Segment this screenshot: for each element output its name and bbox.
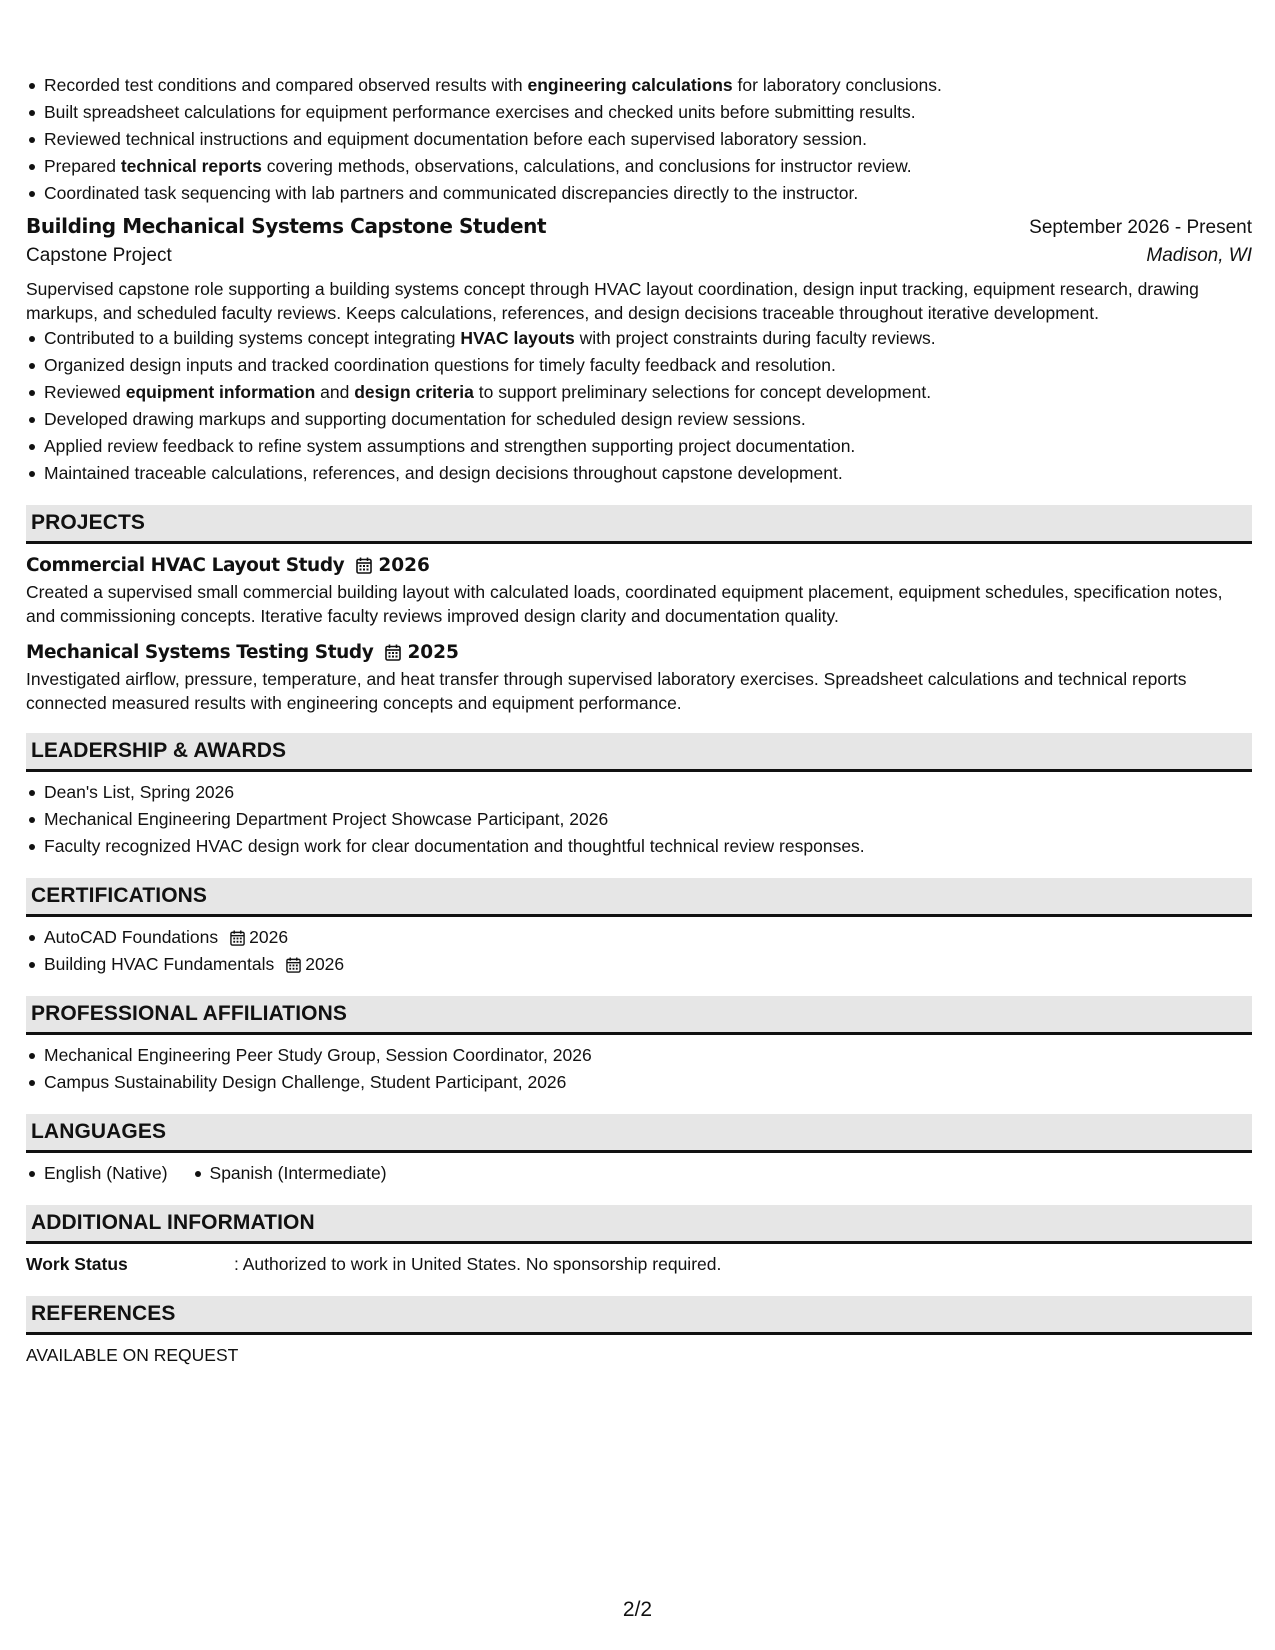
work-status-label: Work Status — [26, 1254, 128, 1274]
list-item: AutoCAD Foundations 2026 — [44, 924, 1252, 951]
certifications-list — [26, 924, 1252, 978]
list-item: Organized design inputs and tracked coordination questions for timely faculty feedback and resolution. — [44, 352, 1252, 379]
list-item: Faculty recognized HVAC design work for clear documentation and thoughtful technical review responses. — [44, 833, 1252, 860]
section-header-leadership: LEADERSHIP & AWARDS — [26, 733, 1252, 772]
lab-experience-bullets — [26, 72, 1252, 207]
work-status-value: : Authorized to work in United States. No sponsorship required. — [234, 1254, 722, 1274]
project-year: 2026 — [378, 555, 430, 576]
list-item: Mechanical Engineering Peer Study Group, Session Coordinator, 2026 — [44, 1042, 1252, 1069]
list-item: Contributed to a building systems concept integrating HVAC layouts with project constraints during faculty reviews. — [44, 325, 1252, 352]
work-status-row — [26, 1251, 1252, 1278]
project-year: 2025 — [407, 642, 459, 663]
project-description: Investigated airflow, pressure, temperature, and heat transfer through supervised laboratory exercises. Spreadsheet calculations and technical reports connected measured results with engineering concepts and equipment performance. — [26, 669, 1187, 713]
project-title: Commercial HVAC Layout Study — [26, 555, 345, 576]
list-item: Coordinated task sequencing with lab partners and communicated discrepancies directly to the instructor. — [44, 180, 1252, 207]
list-item: Built spreadsheet calculations for equipment performance exercises and checked units before submitting results. — [44, 99, 1252, 126]
section-header-certifications: CERTIFICATIONS — [26, 878, 1252, 917]
references-text: AVAILABLE ON REQUEST — [26, 1345, 239, 1365]
languages-list — [26, 1160, 1252, 1187]
section-header-affiliations: PROFESSIONAL AFFILIATIONS — [26, 996, 1252, 1035]
resume-page — [26, 72, 1252, 1369]
project-title: Mechanical Systems Testing Study — [26, 642, 374, 663]
project-description: Created a supervised small commercial building layout with calculated loads, coordinated equipment placement, equipment schedules, specification notes, and commissioning concepts. Iterative faculty reviews improved design clarity and documentation quality. — [26, 582, 1223, 626]
job-title: Building Mechanical Systems Capstone Student — [26, 214, 547, 238]
list-item: Maintained traceable calculations, references, and design decisions throughout capstone development. — [44, 460, 1252, 487]
section-header-additional: ADDITIONAL INFORMATION — [26, 1205, 1252, 1244]
capstone-bullets — [26, 325, 1252, 487]
calendar-icon — [356, 557, 372, 574]
list-item: English (Native) — [44, 1160, 168, 1187]
page-number: 2/2 — [622, 1598, 653, 1621]
capstone-subheader — [26, 245, 1252, 277]
list-item: Recorded test conditions and compared observed results with engineering calculations for laboratory conclusions. — [44, 72, 1252, 99]
calendar-icon — [286, 957, 301, 973]
list-item: Reviewed equipment information and design criteria to support preliminary selections for concept development. — [44, 379, 1252, 406]
calendar-icon — [385, 644, 401, 661]
list-item: Building HVAC Fundamentals 2026 — [44, 951, 1252, 978]
organization: Capstone Project — [26, 245, 172, 266]
job-date: September 2026 - Present — [1029, 217, 1252, 238]
list-item: Applied review feedback to refine system assumptions and strengthen supporting project documentation. — [44, 433, 1252, 460]
project-header — [26, 551, 1252, 580]
list-item: Developed drawing markups and supporting documentation for scheduled design review sessions. — [44, 406, 1252, 433]
list-item: Campus Sustainability Design Challenge, Student Participant, 2026 — [44, 1069, 1252, 1096]
calendar-icon — [230, 930, 245, 946]
list-item: Dean's List, Spring 2026 — [44, 779, 1252, 806]
list-item: Spanish (Intermediate) — [210, 1160, 387, 1187]
capstone-summary: Supervised capstone role supporting a building systems concept through HVAC layout coordination, design input tracking, equipment research, drawing markups, and scheduled faculty reviews. Keeps calculations, references, and design decisions traceable throughout iterative development. — [26, 279, 1199, 323]
project-header — [26, 638, 1252, 667]
list-item: Mechanical Engineering Department Project Showcase Participant, 2026 — [44, 806, 1252, 833]
section-header-projects: PROJECTS — [26, 505, 1252, 544]
location: Madison, WI — [1146, 245, 1252, 266]
capstone-header — [26, 214, 1252, 245]
list-item: Reviewed technical instructions and equipment documentation before each supervised laboratory session. — [44, 126, 1252, 153]
section-header-references: REFERENCES — [26, 1296, 1252, 1335]
section-header-languages: LANGUAGES — [26, 1114, 1252, 1153]
list-item: Prepared technical reports covering methods, observations, calculations, and conclusions for instructor review. — [44, 153, 1252, 180]
leadership-list — [26, 779, 1252, 860]
affiliations-list — [26, 1042, 1252, 1096]
